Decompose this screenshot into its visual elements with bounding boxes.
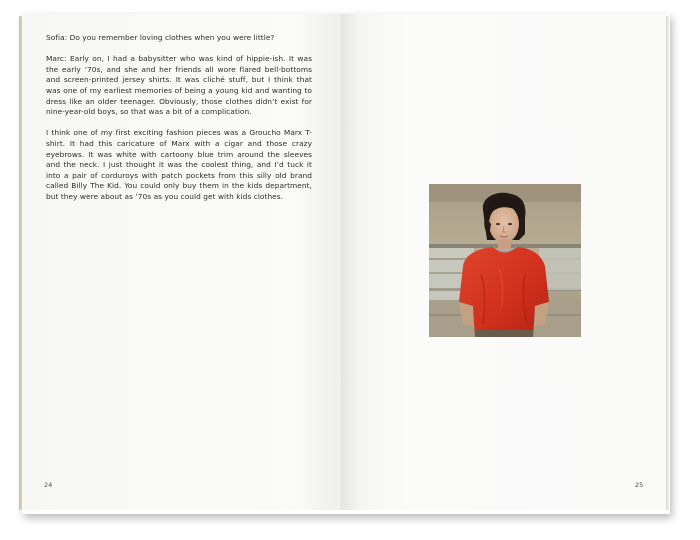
interview-text (46, 33, 312, 213)
page-number-left: 24 (44, 481, 53, 489)
book-gutter (341, 14, 343, 510)
portrait-photo-image (429, 184, 581, 337)
paragraph-answer-2: I think one of my first exciting fashion pieces was a Groucho Marx T-shirt. It had this caricature of Marx with a cigar and those crazy eyebrows. It was white with cartoony blue trim around the sleeves and the neck. I just thought it was the coolest thing, and I’d tuck it into a pair of corduroys with patch pockets from this silly old brand called Billy The Kid. You could only buy them in the kids department, but they were about as ’70s as you could get with kids clothes. (46, 128, 312, 201)
paragraph-question: Sofia: Do you remember loving clothes when you were little? (46, 33, 275, 42)
portrait-photo (429, 184, 581, 337)
page-number-right: 25 (635, 481, 644, 489)
paragraph-answer-1: Marc: Early on, I had a babysitter who was kind of hippie-ish. It was the early ’70s, and she and her friends all wore flared bell-bottoms and screen-printed jersey shirts. It was cliché stuff, but I think that was one of my earliest memories of being a young kid and wanting to dress like an older teenager. Obviously, those clothes didn’t exist for nine-year-old boys, so that was a bit of a complication. (46, 54, 312, 117)
right-page-edge (666, 16, 669, 510)
